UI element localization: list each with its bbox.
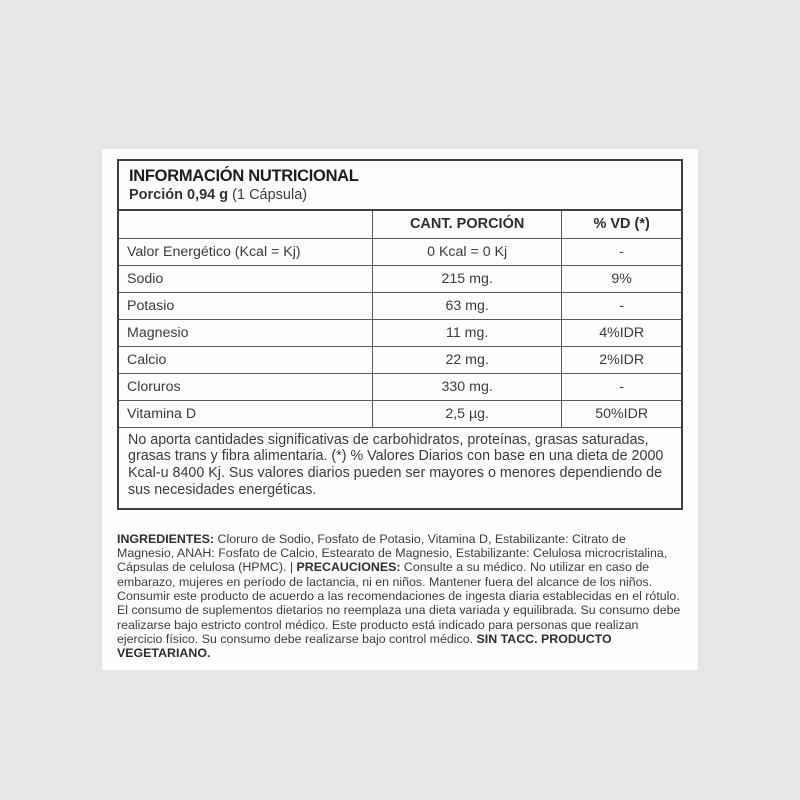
- nutrient-amount: 330 mg.: [372, 373, 561, 400]
- nutrient-vd: 50%IDR: [562, 400, 681, 427]
- nutrient-name: Sodio: [119, 265, 372, 292]
- nutrition-facts-header: [119, 161, 681, 211]
- nutrient-amount: 215 mg.: [372, 265, 561, 292]
- corner-cell: [119, 211, 372, 238]
- nutrient-vd: 4%IDR: [562, 319, 681, 346]
- nutrient-vd: -: [562, 292, 681, 319]
- nutrient-vd: -: [562, 238, 681, 265]
- ingredients-label: INGREDIENTES:: [117, 531, 215, 546]
- ingredients-precautions-paragraph: [117, 532, 683, 660]
- dietary-badges: SIN TACC. PRODUCTO VEGETARIANO.: [117, 631, 612, 661]
- table-row: [119, 346, 681, 373]
- nutrient-name: Cloruros: [119, 373, 372, 400]
- precautions-label: PRECAUCIONES:: [296, 560, 401, 575]
- table-row: [119, 319, 681, 346]
- precautions-text: Consulte a su médico. No utilizar en caso de embarazo, mujeres en período de lactancia, ni en niños. Mantener fuera del alcance de los niños. Consumir este producto de acuerdo a las recomendaciones de ingesta diaria establecidas en el rótulo. El consumo de suplementos dietarios no reemplaza una dieta variada y equilibrada. Su consumo debe realizarse bajo estricto control médico. Este producto está indicado para personas que realizan ejercicio físico. Su consumo debe realizarse bajo control médico.: [117, 560, 681, 646]
- table-row: [119, 265, 681, 292]
- table-row: [119, 292, 681, 319]
- table-header-row: [119, 211, 681, 238]
- nutrient-amount: 2,5 µg.: [372, 400, 561, 427]
- footnote-row: [119, 427, 681, 508]
- nutrient-name: Valor Energético (Kcal = Kj): [119, 238, 372, 265]
- nutrient-vd: 2%IDR: [562, 346, 681, 373]
- portion-detail: (1 Cápsula): [232, 187, 308, 203]
- nutrient-amount: 63 mg.: [372, 292, 561, 319]
- table-row: [119, 373, 681, 400]
- ingredients-text: Cloruro de Sodio, Fosfato de Potasio, Vitamina D, Estabilizante: Citrato de Magnesio, ANAH: Fosfato de Calcio, Estearato de Magnesio, Estabilizante: Celulosa microcristalina, Cápsulas de celulosa (HPMC). |: [117, 531, 668, 575]
- table-row: [119, 400, 681, 427]
- portion-size: Porción 0,94 g: [129, 187, 229, 203]
- column-header-vd: % VD (*): [562, 211, 681, 238]
- nutrition-label-card: [102, 149, 698, 670]
- nutrient-amount: 22 mg.: [372, 346, 561, 373]
- portion-line: [129, 187, 671, 203]
- nutrition-facts-title: INFORMACIÓN NUTRICIONAL: [129, 167, 359, 185]
- nutrient-amount: 11 mg.: [372, 319, 561, 346]
- column-header-amount: CANT. PORCIÓN: [372, 211, 561, 238]
- table-row: [119, 238, 681, 265]
- nutrition-facts-box: [117, 159, 683, 510]
- nutrient-amount: 0 Kcal = 0 Kj: [372, 238, 561, 265]
- nutrient-vd: 9%: [562, 265, 681, 292]
- nutrient-name: Magnesio: [119, 319, 372, 346]
- nutrient-vd: -: [562, 373, 681, 400]
- nutrient-name: Calcio: [119, 346, 372, 373]
- nutrient-name: Potasio: [119, 292, 372, 319]
- nutrition-table: [119, 211, 681, 508]
- daily-values-footnote: No aporta cantidades significativas de carbohidratos, proteínas, grasas saturadas, grasas trans y fibra alimentaria. (*) % Valores Diarios con base en una dieta de 2000 Kcal-u 8400 Kj. Sus valores diarios pueden ser mayores o menores dependiendo de sus necesidades energéticas.: [119, 427, 681, 508]
- nutrient-name: Vitamina D: [119, 400, 372, 427]
